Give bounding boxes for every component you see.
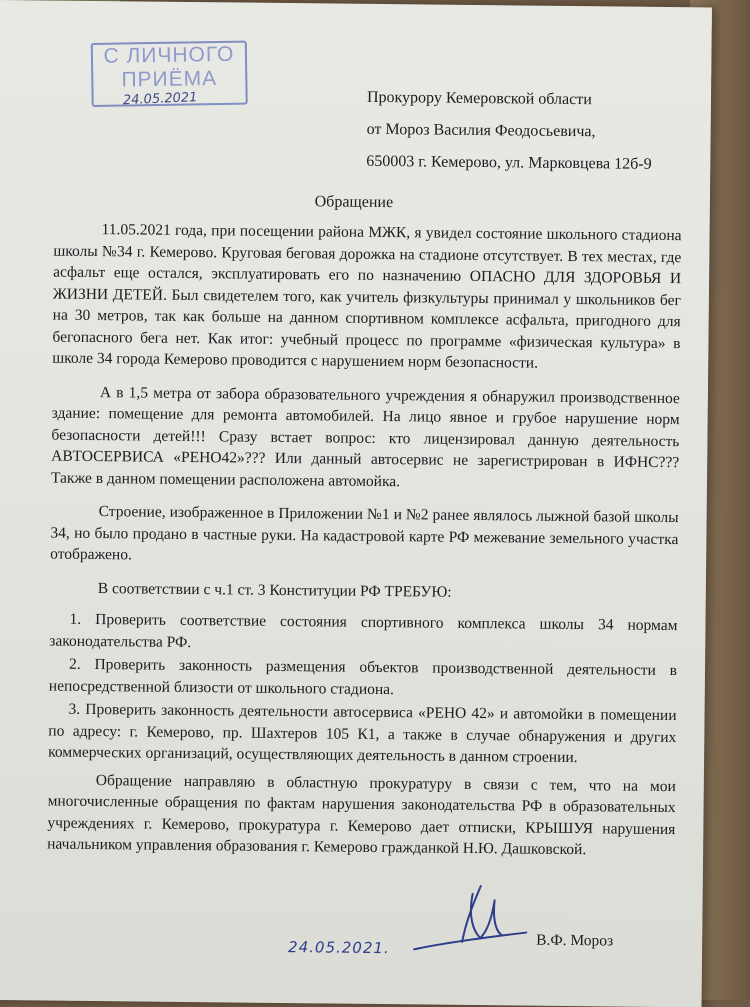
addressee-block [366,82,697,181]
paragraph-1: 11.05.2021 года, при посещении района МЖК, я увидел состояние школьного стадиона школы №34 г. Кемерово. Круговая беговая дорожка на стадионе отсутствует. В тех местах, где асфальт еще остался, эксплуатировать его по назначению ОПАСНО ДЛЯ ЗДОРОВЬЯ И ЖИЗНИ ДЕТЕЙ. Был свидетелем того, как учитель физкультуры принимал у школьников бег на 30 метров, так как больше на данном спортивном комплексе асфальта, пригодного для бегопасного бега нет. Как итог: учебный процесс по программе «физическая культура» в школе 34 города Кемерово проводится с нарушением норм безопасности. [52,221,682,372]
stamp-line-1: С ЛИЧНОГО [103,42,235,68]
demand-item-3: 3. Проверить законность деятельности автосервиса «РЕНО 42» и автомойки в помещении по адресу: г. Кемерово, пр. Шахтеров 105 К1, а также в случае обнаружения и других коммерческих организаций, осуществляющих деятельность в данном строении. [48,700,677,767]
document-body [47,219,682,874]
stamp-handwritten-date: 24.05.2021 [122,90,198,109]
addressee-line-1: Прокурору Кемеровской области [366,88,592,109]
demand-item-1: 1. Проверить соответствие состояния спортивного комплекса школы 34 нормам законодательства РФ. [49,610,678,651]
paragraph-3: Строение, изображенное в Приложении №1 и №2 ранее являлось лыжной базой школы 34, но было продано в частные руки. На кадастровой карте РФ межевание земельного участка отображено. [50,503,679,564]
demand-intro: В соответствии с ч.1 ст. 3 Конституции РФ ТРЕБУЮ: [97,579,452,601]
paragraph-2: А в 1,5 метра от забора образовательного учреждения я обнаружил производственное здание: помещение для ремонта автомобилей. На лицо явное и грубое нарушение норм безопасности детей!!! Сразу встает вопрос: кто лицензировал данную деятельность АВТОСЕРВИСА «РЕНО42»??? Или данный автосервис не зарегистрирован в ИФНС??? Также в данном помещении расположена автомойка. [50,383,680,490]
document-title: Обращение [314,193,394,212]
closing-paragraph: Обращение направляю в областную прокуратуру в связи с тем, что на мои многочисленные обращения по фактам нарушения законодательства РФ в образовательных учреждениях г. Кемерово, прокуратура г. Кемерово дает отписки, КРЫШУЯ нарушения начальником управления образования г. Кемерово гражданкой Н.Ю. Дашковской. [47,771,676,859]
stamp-line-2: ПРИЁМА [121,67,218,92]
signature-date: 24.05.2021. [288,938,390,958]
addressee-line-3: 650003 г. Кемерово, ул. Марковцева 12б-9 [366,152,652,173]
handwritten-signature [410,879,531,955]
signer-name: В.Ф. Мороз [536,931,614,950]
demands-list [48,609,678,770]
demand-item-2: 2. Проверить законность размещения объектов производственной деятельности в непосредственной близости от школьного стадиона. [48,655,678,698]
addressee-line-2: от Мороз Василия Феодосьевича, [366,120,596,141]
